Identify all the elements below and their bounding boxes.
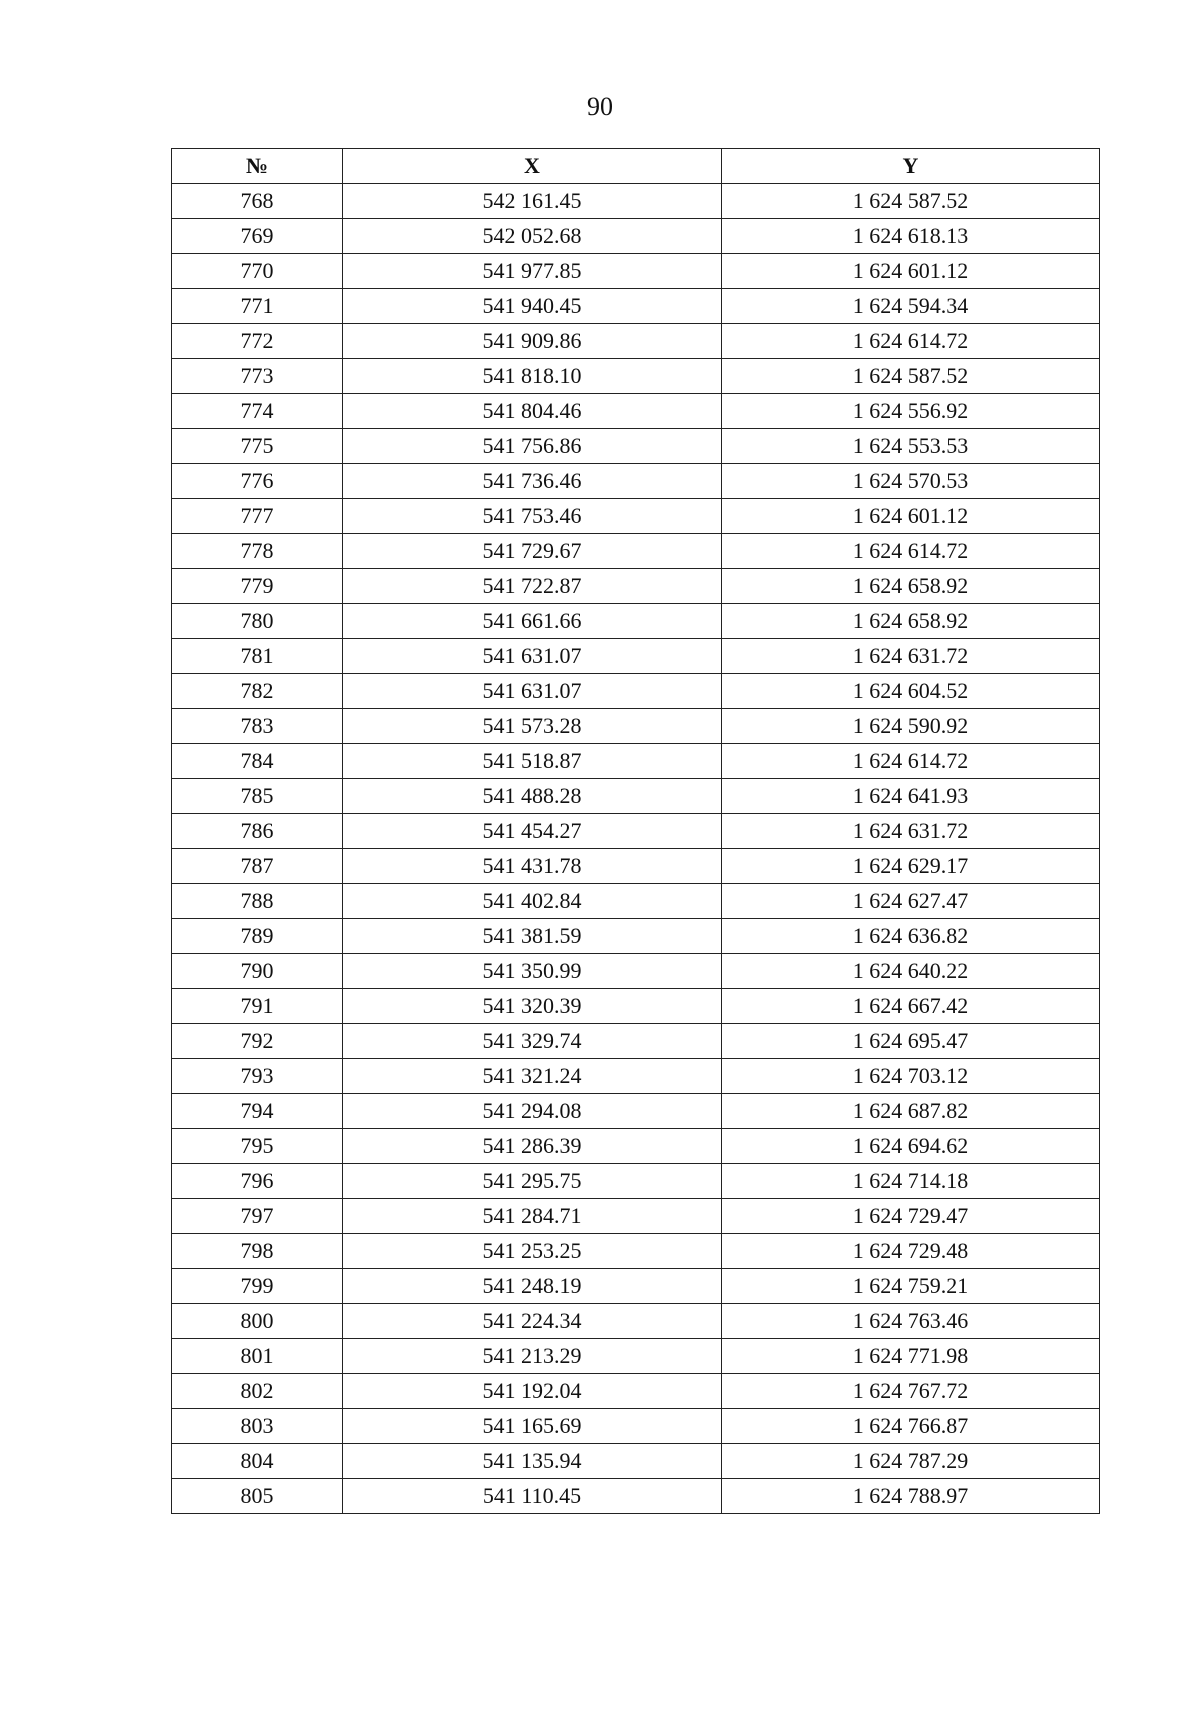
cell-x: 541 135.94 xyxy=(343,1444,722,1479)
cell-y: 1 624 658.92 xyxy=(722,569,1100,604)
cell-x: 541 192.04 xyxy=(343,1374,722,1409)
cell-x: 541 431.78 xyxy=(343,849,722,884)
cell-number: 801 xyxy=(172,1339,343,1374)
table-row xyxy=(172,534,1100,569)
cell-x: 541 224.34 xyxy=(343,1304,722,1339)
cell-y: 1 624 658.92 xyxy=(722,604,1100,639)
cell-x: 541 804.46 xyxy=(343,394,722,429)
table-row xyxy=(172,1269,1100,1304)
cell-x: 542 052.68 xyxy=(343,219,722,254)
cell-x: 541 940.45 xyxy=(343,289,722,324)
cell-number: 769 xyxy=(172,219,343,254)
cell-number: 792 xyxy=(172,1024,343,1059)
cell-y: 1 624 604.52 xyxy=(722,674,1100,709)
cell-number: 780 xyxy=(172,604,343,639)
table-row xyxy=(172,1479,1100,1514)
cell-y: 1 624 631.72 xyxy=(722,639,1100,674)
cell-x: 541 286.39 xyxy=(343,1129,722,1164)
cell-y: 1 624 771.98 xyxy=(722,1339,1100,1374)
cell-x: 541 661.66 xyxy=(343,604,722,639)
table-row xyxy=(172,1024,1100,1059)
cell-y: 1 624 601.12 xyxy=(722,499,1100,534)
table-row xyxy=(172,569,1100,604)
table-row xyxy=(172,674,1100,709)
table-row xyxy=(172,744,1100,779)
cell-y: 1 624 787.29 xyxy=(722,1444,1100,1479)
table-row xyxy=(172,604,1100,639)
cell-x: 541 295.75 xyxy=(343,1164,722,1199)
table-row xyxy=(172,1409,1100,1444)
cell-number: 779 xyxy=(172,569,343,604)
cell-number: 788 xyxy=(172,884,343,919)
cell-x: 541 631.07 xyxy=(343,674,722,709)
cell-number: 778 xyxy=(172,534,343,569)
cell-x: 541 213.29 xyxy=(343,1339,722,1374)
cell-x: 541 736.46 xyxy=(343,464,722,499)
cell-y: 1 624 694.62 xyxy=(722,1129,1100,1164)
cell-number: 795 xyxy=(172,1129,343,1164)
table-row xyxy=(172,1164,1100,1199)
table-row xyxy=(172,814,1100,849)
table-row xyxy=(172,429,1100,464)
cell-number: 782 xyxy=(172,674,343,709)
cell-y: 1 624 590.92 xyxy=(722,709,1100,744)
cell-x: 541 248.19 xyxy=(343,1269,722,1304)
cell-number: 803 xyxy=(172,1409,343,1444)
cell-y: 1 624 766.87 xyxy=(722,1409,1100,1444)
cell-x: 541 909.86 xyxy=(343,324,722,359)
table-row xyxy=(172,779,1100,814)
cell-number: 787 xyxy=(172,849,343,884)
cell-x: 541 381.59 xyxy=(343,919,722,954)
table-row xyxy=(172,1199,1100,1234)
cell-number: 777 xyxy=(172,499,343,534)
cell-y: 1 624 667.42 xyxy=(722,989,1100,1024)
cell-y: 1 624 767.72 xyxy=(722,1374,1100,1409)
table-row xyxy=(172,464,1100,499)
table-row xyxy=(172,1304,1100,1339)
table-row xyxy=(172,884,1100,919)
cell-x: 541 165.69 xyxy=(343,1409,722,1444)
cell-y: 1 624 695.47 xyxy=(722,1024,1100,1059)
cell-number: 790 xyxy=(172,954,343,989)
cell-number: 783 xyxy=(172,709,343,744)
header-y: Y xyxy=(722,149,1100,184)
table-row xyxy=(172,1374,1100,1409)
cell-y: 1 624 763.46 xyxy=(722,1304,1100,1339)
cell-x: 541 818.10 xyxy=(343,359,722,394)
cell-y: 1 624 714.18 xyxy=(722,1164,1100,1199)
cell-number: 796 xyxy=(172,1164,343,1199)
table-row xyxy=(172,184,1100,219)
page-number: 90 xyxy=(587,92,613,121)
cell-x: 541 631.07 xyxy=(343,639,722,674)
table-row xyxy=(172,1094,1100,1129)
cell-y: 1 624 553.53 xyxy=(722,429,1100,464)
cell-number: 802 xyxy=(172,1374,343,1409)
cell-number: 799 xyxy=(172,1269,343,1304)
cell-y: 1 624 729.48 xyxy=(722,1234,1100,1269)
cell-x: 541 320.39 xyxy=(343,989,722,1024)
cell-number: 774 xyxy=(172,394,343,429)
table-header-row xyxy=(172,149,1100,184)
cell-y: 1 624 556.92 xyxy=(722,394,1100,429)
cell-number: 785 xyxy=(172,779,343,814)
cell-x: 541 110.45 xyxy=(343,1479,722,1514)
cell-y: 1 624 759.21 xyxy=(722,1269,1100,1304)
cell-y: 1 624 601.12 xyxy=(722,254,1100,289)
table-row xyxy=(172,1444,1100,1479)
header-x: X xyxy=(343,149,722,184)
cell-number: 773 xyxy=(172,359,343,394)
cell-y: 1 624 640.22 xyxy=(722,954,1100,989)
cell-x: 541 753.46 xyxy=(343,499,722,534)
table-row xyxy=(172,639,1100,674)
cell-number: 798 xyxy=(172,1234,343,1269)
table-row xyxy=(172,1234,1100,1269)
table-row xyxy=(172,289,1100,324)
table-row xyxy=(172,919,1100,954)
cell-number: 772 xyxy=(172,324,343,359)
table-row xyxy=(172,499,1100,534)
table-row xyxy=(172,849,1100,884)
cell-x: 541 321.24 xyxy=(343,1059,722,1094)
cell-number: 789 xyxy=(172,919,343,954)
cell-number: 793 xyxy=(172,1059,343,1094)
cell-x: 541 756.86 xyxy=(343,429,722,464)
cell-y: 1 624 594.34 xyxy=(722,289,1100,324)
cell-number: 768 xyxy=(172,184,343,219)
cell-number: 781 xyxy=(172,639,343,674)
coordinates-table xyxy=(171,148,1100,1514)
cell-y: 1 624 614.72 xyxy=(722,534,1100,569)
cell-number: 776 xyxy=(172,464,343,499)
cell-x: 541 573.28 xyxy=(343,709,722,744)
cell-number: 791 xyxy=(172,989,343,1024)
cell-number: 794 xyxy=(172,1094,343,1129)
cell-y: 1 624 618.13 xyxy=(722,219,1100,254)
cell-number: 775 xyxy=(172,429,343,464)
cell-y: 1 624 570.53 xyxy=(722,464,1100,499)
cell-x: 541 294.08 xyxy=(343,1094,722,1129)
table-row xyxy=(172,254,1100,289)
cell-number: 805 xyxy=(172,1479,343,1514)
cell-x: 541 329.74 xyxy=(343,1024,722,1059)
table-row xyxy=(172,394,1100,429)
cell-y: 1 624 641.93 xyxy=(722,779,1100,814)
table-row xyxy=(172,954,1100,989)
table-row xyxy=(172,989,1100,1024)
cell-x: 541 284.71 xyxy=(343,1199,722,1234)
cell-x: 541 977.85 xyxy=(343,254,722,289)
table-row xyxy=(172,1059,1100,1094)
table-body xyxy=(172,184,1100,1514)
cell-x: 541 253.25 xyxy=(343,1234,722,1269)
cell-x: 541 454.27 xyxy=(343,814,722,849)
cell-number: 800 xyxy=(172,1304,343,1339)
cell-y: 1 624 587.52 xyxy=(722,184,1100,219)
cell-x: 541 350.99 xyxy=(343,954,722,989)
table-row xyxy=(172,1339,1100,1374)
cell-y: 1 624 703.12 xyxy=(722,1059,1100,1094)
cell-y: 1 624 636.82 xyxy=(722,919,1100,954)
cell-number: 797 xyxy=(172,1199,343,1234)
cell-x: 541 729.67 xyxy=(343,534,722,569)
cell-number: 770 xyxy=(172,254,343,289)
table-row xyxy=(172,324,1100,359)
cell-number: 784 xyxy=(172,744,343,779)
cell-y: 1 624 788.97 xyxy=(722,1479,1100,1514)
cell-y: 1 624 627.47 xyxy=(722,884,1100,919)
cell-y: 1 624 587.52 xyxy=(722,359,1100,394)
cell-number: 786 xyxy=(172,814,343,849)
cell-x: 541 488.28 xyxy=(343,779,722,814)
cell-number: 771 xyxy=(172,289,343,324)
table-row xyxy=(172,359,1100,394)
cell-x: 541 722.87 xyxy=(343,569,722,604)
cell-y: 1 624 629.17 xyxy=(722,849,1100,884)
cell-y: 1 624 631.72 xyxy=(722,814,1100,849)
cell-x: 541 518.87 xyxy=(343,744,722,779)
header-number: № xyxy=(172,149,343,184)
cell-y: 1 624 614.72 xyxy=(722,324,1100,359)
table-row xyxy=(172,709,1100,744)
cell-x: 541 402.84 xyxy=(343,884,722,919)
table-row xyxy=(172,1129,1100,1164)
cell-number: 804 xyxy=(172,1444,343,1479)
cell-y: 1 624 729.47 xyxy=(722,1199,1100,1234)
cell-x: 542 161.45 xyxy=(343,184,722,219)
cell-y: 1 624 687.82 xyxy=(722,1094,1100,1129)
cell-y: 1 624 614.72 xyxy=(722,744,1100,779)
table-row xyxy=(172,219,1100,254)
